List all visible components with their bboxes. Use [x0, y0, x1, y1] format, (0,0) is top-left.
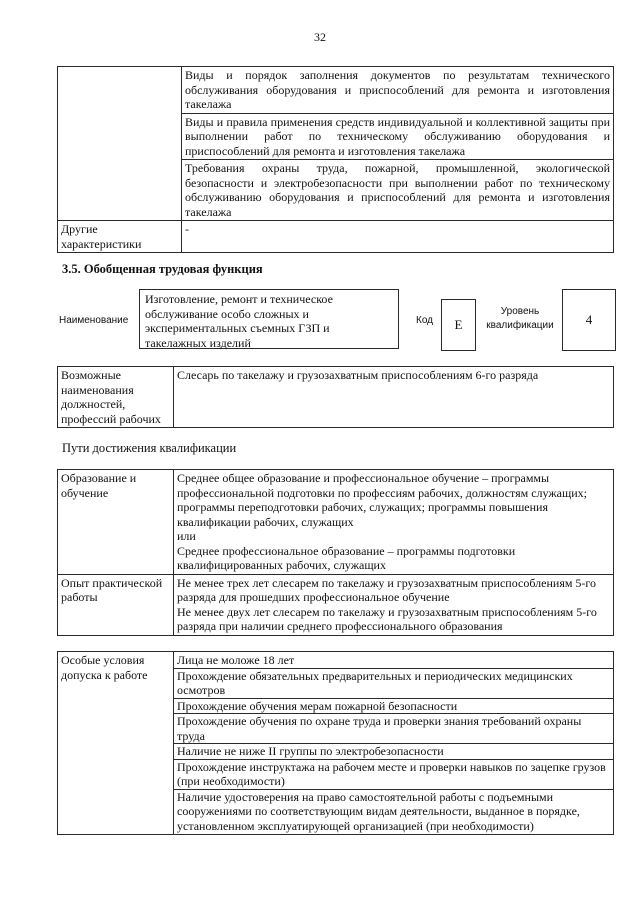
professions-value: Слесарь по такелажу и грузозахватным приспособлениям 6-го разряда — [174, 367, 614, 428]
condition-item: Наличие не ниже II группы по электробезопасности — [174, 743, 613, 759]
experience-value — [174, 574, 614, 635]
condition-item: Прохождение обучения мерам пожарной безопасности — [174, 698, 613, 714]
knowledge-item: Требования охраны труда, пожарной, промышленной, экологической безопасности и электробезопасности при выполнении работ по техническому обслуживанию оборудования и приспособлений для ремонта и изготовления такелажа — [182, 160, 614, 221]
conditions-value — [174, 652, 614, 835]
condition-item: Наличие удостоверения на право самостоятельной работы с подъемными сооружениями по соответствующим видам деятельности, выданное в порядке, установленном эксплуатирующей организацией (при необходимости) — [174, 789, 613, 834]
name-value: Изготовление, ремонт и техническое обслуживание особо сложных и экспериментальных съемных ГЗП и такелажных изделий — [139, 289, 399, 349]
experience-line: Не менее трех лет слесарем по такелажу и грузозахватным приспособлениям 5-го разряда для прошедших профессиональное обучение — [177, 575, 597, 604]
experience-line: Не менее двух лет слесарем по такелажу и грузозахватным приспособлениям 5-го разряда при наличии среднего профессионального образования — [177, 604, 597, 633]
knowledge-item: Виды и порядок заполнения документов по результатам технического обслуживания оборудования и приспособлений для ремонта и изготовления такелажа — [182, 67, 614, 114]
code-value: E — [441, 299, 476, 351]
education-value — [174, 470, 614, 575]
level-value: 4 — [562, 289, 616, 351]
code-label: Код — [416, 315, 434, 326]
section-title: 3.5. Обобщенная трудовая функция — [62, 262, 263, 276]
other-characteristics-label: Другие характеристики — [58, 221, 182, 253]
conditions-label: Особые условия допуска к работе — [58, 652, 174, 835]
paths-heading: Пути достижения квалификации — [62, 441, 237, 455]
level-label: Уровень квалификации — [486, 306, 554, 331]
condition-item: Лица не моложе 18 лет — [177, 653, 295, 667]
condition-item: Прохождение обучения по охране труда и проверки знания требований охраны труда — [174, 713, 613, 743]
education-line: Среднее общее образование и профессиональное обучение – программы профессиональной подготовки по профессиям рабочих, должностям служащих; программы переподготовки рабочих, служащих; программы повышения квалификации рабочих, служащих — [177, 471, 587, 529]
education-line: Среднее профессиональное образование – программы подготовки квалифицированных рабочих, служащих — [177, 543, 516, 572]
professions-table — [57, 366, 614, 428]
professions-label: Возможные наименования должностей, профессий рабочих — [58, 367, 174, 428]
qualification-paths-table — [57, 469, 614, 636]
education-label: Образование и обучение — [58, 470, 174, 575]
knowledge-label-cell — [58, 67, 182, 221]
education-line: или — [177, 529, 196, 543]
other-characteristics-value: - — [182, 221, 614, 253]
knowledge-table — [57, 66, 614, 253]
knowledge-item: Виды и правила применения средств индивидуальной и коллективной защиты при выполнении работ по техническому обслуживанию оборудования и приспособлений для ремонта и изготовления такелажа — [182, 113, 614, 160]
generalized-function-row — [55, 288, 615, 350]
experience-label: Опыт практической работы — [58, 574, 174, 635]
condition-item: Прохождение обязательных предварительных и периодических медицинских осмотров — [174, 668, 613, 698]
condition-item: Прохождение инструктажа на рабочем месте и проверки навыков по зацепке грузов (при необходимости) — [174, 759, 613, 789]
name-label: Наименование — [59, 315, 129, 326]
page-number: 32 — [314, 30, 326, 44]
special-conditions-table — [57, 651, 614, 835]
